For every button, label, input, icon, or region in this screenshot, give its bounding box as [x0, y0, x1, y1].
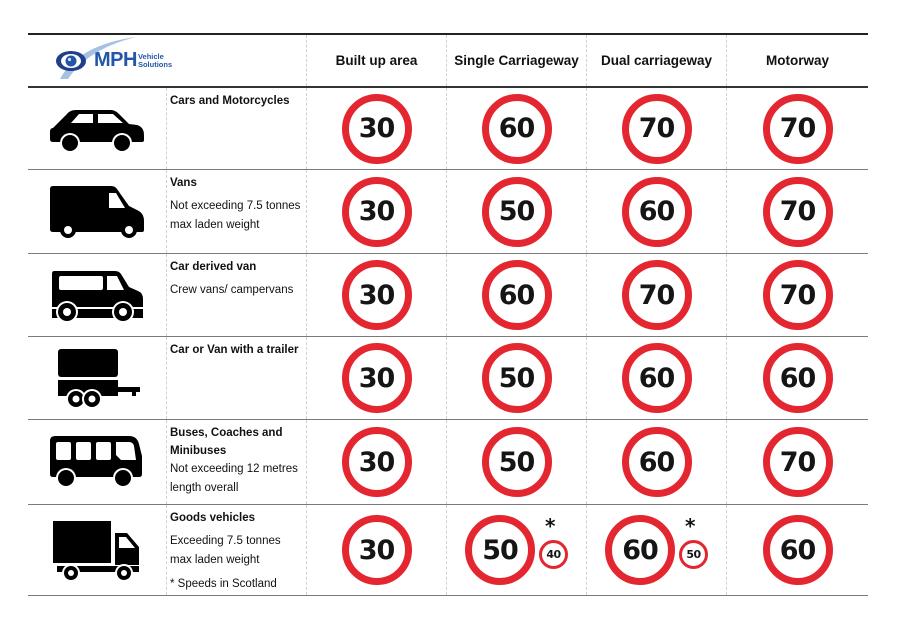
logo-brand: MPH — [94, 49, 137, 71]
speed-cell-built-up — [307, 88, 447, 169]
speed-cell-motorway — [727, 254, 868, 336]
vehicle-detail: Exceeding 7.5 tonnes — [170, 535, 281, 547]
logo-sub-line1: Vehicle — [137, 51, 164, 61]
vehicle-detail: Crew vans/ campervans — [170, 284, 294, 296]
speed-cell-dual — [587, 420, 727, 504]
speed-limits-table — [28, 33, 868, 596]
speed-sign: 50 — [465, 515, 535, 585]
speed-cell-built-up — [307, 505, 447, 595]
speed-sign: 70 — [622, 94, 692, 164]
speed-sign: 60 — [482, 94, 552, 164]
speed-cell-single — [447, 88, 587, 169]
vehicle-detail: length overall — [170, 482, 239, 494]
vehicle-icon-cell — [28, 420, 167, 504]
header-row — [28, 33, 868, 88]
scotland-sign-wrap — [679, 513, 708, 569]
truck-icon — [51, 519, 143, 581]
speed-cell-dual — [587, 337, 727, 419]
vehicle-detail: Not exceeding 7.5 tonnes — [170, 200, 301, 212]
speed-cell-dual — [587, 170, 727, 253]
table-row — [28, 337, 868, 420]
mph-logo — [54, 49, 172, 73]
vehicle-icon-cell — [28, 88, 167, 169]
speed-sign: 60 — [763, 343, 833, 413]
speed-sign: 60 — [605, 515, 675, 585]
vehicle-description — [167, 254, 307, 336]
speed-sign: 30 — [342, 515, 412, 585]
speed-cell-single — [447, 420, 587, 504]
vehicle-description — [167, 170, 307, 253]
vehicle-icon-cell — [28, 254, 167, 336]
scotland-speed-sign: 40 — [539, 540, 568, 569]
vehicle-description — [167, 505, 307, 595]
speed-cell-motorway — [727, 170, 868, 253]
trailer-icon — [52, 347, 142, 409]
table-row — [28, 254, 868, 337]
logo-cell — [28, 35, 307, 86]
speed-sign: 60 — [622, 427, 692, 497]
table-row — [28, 170, 868, 254]
vehicle-title: Car derived van — [170, 261, 257, 273]
vehicle-title: Vans — [170, 177, 197, 189]
speed-cell-motorway — [727, 88, 868, 169]
speed-cell-single — [447, 254, 587, 336]
vehicle-title-line2: Minibuses — [170, 445, 227, 457]
speed-sign: 70 — [622, 260, 692, 330]
asterisk-marker: * — [545, 513, 556, 538]
speed-sign: 60 — [482, 260, 552, 330]
speed-cell-built-up — [307, 420, 447, 504]
vehicle-icon-cell — [28, 505, 167, 595]
speed-cell-built-up — [307, 170, 447, 253]
speed-sign: 30 — [342, 260, 412, 330]
column-header-single-carriageway: Single Carriageway — [447, 35, 587, 86]
speed-cell-motorway — [727, 337, 868, 419]
speed-sign: 50 — [482, 177, 552, 247]
speed-sign-group — [605, 515, 708, 585]
car-icon — [49, 106, 145, 152]
speed-sign: 60 — [622, 343, 692, 413]
speed-sign: 70 — [763, 177, 833, 247]
vehicle-title: Car or Van with a trailer — [170, 344, 299, 356]
speed-sign: 50 — [482, 427, 552, 497]
speed-sign: 60 — [622, 177, 692, 247]
speed-sign: 30 — [342, 94, 412, 164]
vehicle-description — [167, 88, 307, 169]
speed-cell-motorway — [727, 505, 868, 595]
vehicle-description — [167, 420, 307, 504]
minibus-van-icon — [49, 269, 145, 321]
speed-sign: 30 — [342, 343, 412, 413]
bus-icon — [49, 434, 145, 490]
speed-cell-motorway — [727, 420, 868, 504]
table-row — [28, 420, 868, 505]
eye-logo-icon — [54, 49, 88, 73]
vehicle-description — [167, 337, 307, 419]
vehicle-detail: Not exceeding 12 metres — [170, 463, 298, 475]
speed-cell-single — [447, 505, 587, 595]
speed-cell-single — [447, 337, 587, 419]
scotland-footnote: * Speeds in Scotland — [170, 578, 277, 590]
scotland-speed-sign: 50 — [679, 540, 708, 569]
speed-sign: 30 — [342, 177, 412, 247]
vehicle-detail: max laden weight — [170, 554, 260, 566]
vehicle-detail: max laden weight — [170, 219, 260, 231]
scotland-sign-wrap — [539, 513, 568, 569]
speed-cell-dual — [587, 505, 727, 595]
speed-sign: 50 — [482, 343, 552, 413]
vehicle-title — [170, 424, 306, 460]
vehicle-title-line1: Buses, Coaches and — [170, 427, 283, 439]
speed-sign: 70 — [763, 427, 833, 497]
vehicle-icon-cell — [28, 337, 167, 419]
table-row — [28, 88, 868, 170]
logo-sub-line2: Solutions — [137, 59, 173, 69]
speed-sign: 70 — [763, 260, 833, 330]
logo-subtitle — [138, 53, 172, 69]
speed-cell-built-up — [307, 254, 447, 336]
vehicle-icon-cell — [28, 170, 167, 253]
vehicle-title: Goods vehicles — [170, 512, 256, 524]
table-row — [28, 505, 868, 596]
speed-cell-single — [447, 170, 587, 253]
column-header-dual-carriageway: Dual carriageway — [587, 35, 727, 86]
speed-sign: 60 — [763, 515, 833, 585]
speed-sign: 70 — [763, 94, 833, 164]
speed-sign-group — [465, 515, 568, 585]
speed-cell-dual — [587, 254, 727, 336]
column-header-motorway: Motorway — [765, 53, 829, 68]
vehicle-title: Cars and Motorcycles — [170, 95, 290, 107]
speed-cell-built-up — [307, 337, 447, 419]
speed-cell-dual — [587, 88, 727, 169]
asterisk-marker: * — [685, 513, 696, 538]
column-header-built-up: Built up area — [307, 35, 447, 86]
van-icon — [49, 184, 145, 240]
speed-sign: 30 — [342, 427, 412, 497]
